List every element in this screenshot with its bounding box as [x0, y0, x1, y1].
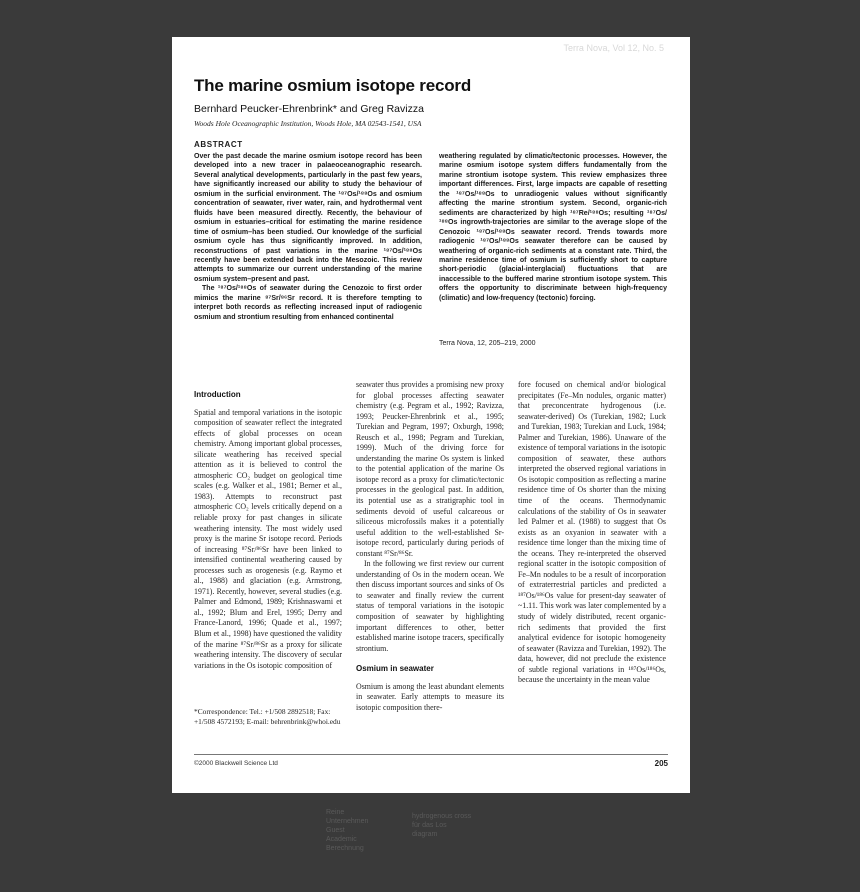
author-list: Bernhard Peucker-Ehrenbrink* and Greg Ravizza — [194, 103, 424, 115]
paper-title: The marine osmium isotope record — [194, 76, 471, 95]
abstract-paragraph-1: Over the past decade the marine osmium isotope record has been developed into a new tracer in palaeoceanographic research. Several analytical developments, particularly in the past few years, have significantly increased our ability to study the behaviour of osmium in the surficial environment. The ¹⁸⁷Os/¹⁸⁸Os and osmium concentration of seawater, river water, rain, and hydrothermal vent fluids have been measured directly. Recently, the behaviour of osmium in estuaries–critical for estimating the marine residence time of osmium–has been studied. Our knowledge of the surficial osmium cycle has thus significantly improved. In addition, reconstructions of past variations in the marine ¹⁸⁷Os/¹⁸⁸Os recently have been extended back into the Mesozoic. This review attempts to summarize our current understanding of the marine osmium system–present and past. — [194, 153, 422, 283]
running-head: Terra Nova, Vol 12, No. 5 — [563, 43, 664, 53]
abstract-heading: ABSTRACT — [194, 140, 243, 149]
body-paragraph: fore focused on chemical and/or biological precipitates (Fe–Mn nodules, organic matter) that preconcentrate hydrogenous (i.e. seawater-derived) Os (Turekian, 1982; Luck and Turekian, 1983; Turekian and Luck, 1984; Palmer and Turekian, 1986). Unaware of the existence of temporal variations in the isotopic composition of seawater, these authors interpreted the observed regional variations in Os isotopic composition as reflecting a marine residence time of Os shorter than the mixing time of the oceans. Thermodynamic calculations of the stability of Os in seawater led Palmer et al. (1988) to suggest that Os exists as an oxyanion in seawater with a residence time longer than the mixing time of the oceans. They re-interpreted the observed regional scatter in the isotopic composition of Fe–Mn nodules to be a result of incorporation of extraterrestrial particles and predicted a ¹⁸⁷Os/¹⁸⁶Os value for present-day seawater of ~1.11. This work was later complemented by a study of widely distributed, recent organic-rich sediments that provided the first analytical evidence for isotopic homogeneity of seawater (Ravizza and Turekian, 1992). The data, however, did not preclude the existence of subtle regional variations in ¹⁸⁷Os/¹⁸⁶Os, because the uncertainty in the mean value — [518, 380, 666, 685]
body-paragraph: seawater thus provides a promising new proxy for global processes affecting seawater chemistry (e.g. Pegram et al., 1992; Ravizza, 1993; Peucker-Ehrenbrink et al., 1995; Turekian and Pegram, 1997; Oxburgh, 1998; Reusch et al., 1998; Pegram and Turekian, 1999). Much of the driving force for understanding the marine Os system is linked to the potential application of the marine Os isotope record as a proxy for climatic/tectonic processes in the geological past. In addition, its potential use as a stratigraphic tool in sediments devoid of useful calcareous or siliceous microfossils makes it a potentially useful addition to the well-established Sr-isotope record, particularly during periods of constant ⁸⁷Sr/⁸⁶Sr. — [356, 380, 504, 558]
abstract-paragraph-2: The ¹⁸⁷Os/¹⁸⁸Os of seawater during the Cenozoic to first order mimics the marine ⁸⁷Sr/⁸⁶Sr record. It is therefore tempting to interpret both records as reflecting increased input of radiogenic osmium and strontium resulting from enhanced continental — [194, 285, 422, 321]
paper-page — [172, 37, 690, 793]
footer-divider — [194, 754, 668, 755]
background-ghost-text: Reine Unternehmen Guest Academic Berechnung — [326, 809, 369, 852]
copyright-notice: ©2000 Blackwell Science Ltd — [194, 760, 278, 767]
body-paragraph: Spatial and temporal variations in the isotopic composition of seawater reflect the integrated effects of global processes on ocean chemistry. Among important global processes, silicate weathering has received special attention as it is believed to control the atmospheric CO₂ budget on geological time scales (e.g. Walker et al., 1981; Berner et al., 1983). Attempts to reconstruct past atmospheric CO₂ levels critically depend on a reliable proxy for past changes in silicate weathering intensity. The most widely used proxy is the marine Sr isotope record. Periods of increasing ⁸⁷Sr/⁸⁶Sr have been linked to intensified continental weathering caused by processes such as orogenesis (e.g. Raymo et al., 1988) and glaciation (e.g. Armstrong, 1971). Recently, however, several studies (e.g. Palmer and Edmond, 1989; Krishnaswami et al., 1992; Blum and Erel, 1995; Derry and France-Lanord, 1996; Quade et al., 1997; Blum et al., 1998) have questioned the validity of the marine ⁸⁷Sr/⁸⁶Sr as a proxy for silicate weathering intensity. The discovery of secular variations in the Os isotopic composition of — [194, 407, 342, 670]
correspondence-footnote: *Correspondence: Tel.: +1/508 2892518; Fax: +1/508 4572193; E-mail: behrenbrink@whoi.edu — [194, 707, 341, 726]
body-column-3 — [518, 380, 666, 686]
affiliation: Woods Hole Oceanographic Institution, Woods Hole, MA 02543-1541, USA — [194, 119, 422, 128]
body-column-2 — [356, 380, 504, 713]
section-heading-introduction: Introduction — [194, 390, 241, 399]
journal-citation: Terra Nova, 12, 205–219, 2000 — [439, 340, 536, 347]
abstract-right-column — [439, 152, 667, 303]
abstract-left-column — [194, 152, 422, 322]
body-paragraph: Osmium is among the least abundant elements in seawater. Early attempts to measure its isotopic composition there- — [356, 681, 504, 712]
section-heading-osmium-in-seawater: Osmium in seawater — [356, 664, 434, 674]
body-paragraph: In the following we first review our current understanding of Os in the modern ocean. We then discuss important sources and sinks of Os to seawater and finally review the current status of temporal variations in the isotopic composition of seawater by highlighting important differences to other, better established marine isotope tracers, specifically strontium. — [356, 559, 504, 653]
body-column-1 — [194, 380, 342, 671]
page-number: 205 — [654, 759, 668, 768]
abstract-paragraph-3: weathering regulated by climatic/tectonic processes. However, the marine osmium isotope system differs fundamentally from the marine strontium isotope system. This review emphasizes three important differences. First, large impacts are capable of resetting the ¹⁸⁷Os/¹⁸⁸Os to unradiogenic values without significantly affecting the marine strontium system. Second, organic-rich sediments are characterized by high ¹⁸⁷Re/¹⁸⁸Os; resulting ¹⁸⁷Os/¹⁸⁸Os ingrowth-trajectories are similar to the average slope of the Cenozoic ¹⁸⁷Os/¹⁸⁸Os seawater record. Trends towards more radiogenic ¹⁸⁷Os/¹⁸⁸Os seawater therefore can be caused by weathering of organic-rich sediments at a constant rate. Third, the marine residence time of osmium is sufficiently short to capture short-periodic (glacial-interglacial) fluctuations that are inaccessible to the buffered marine strontium isotope system. This offers the opportunity to discriminate between high-frequency (climatic) and low-frequency (tectonic) forcing. — [439, 153, 667, 302]
background-ghost-text: hydrogenous cross für das Los diagram — [412, 813, 472, 838]
